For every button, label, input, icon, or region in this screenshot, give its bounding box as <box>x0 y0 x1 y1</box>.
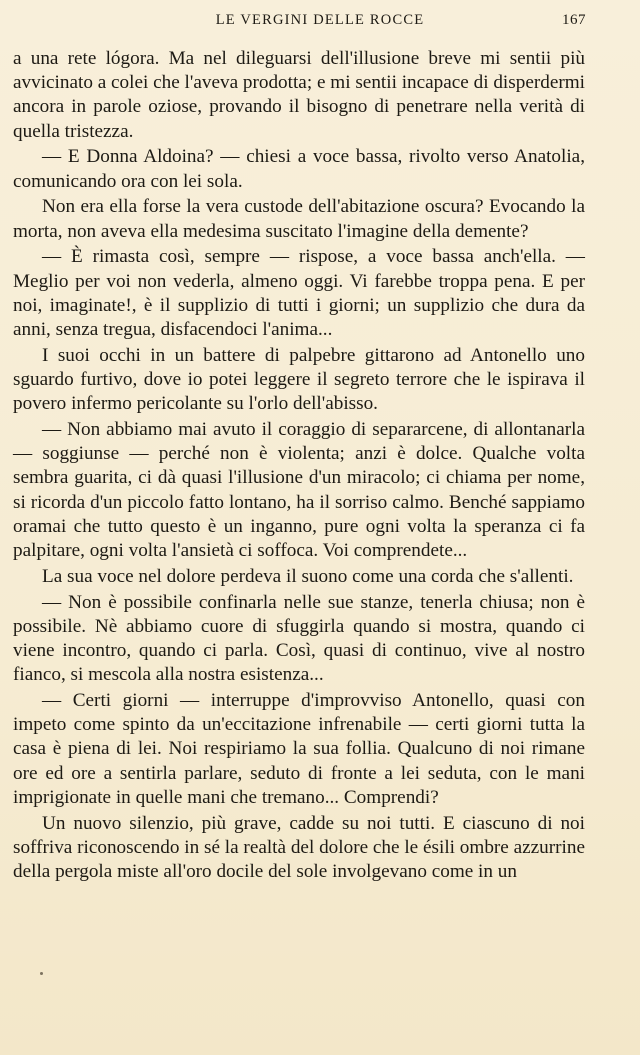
paragraph-3: Non era ella forse la vera custode dell'abitazione oscura? Evocando la morta, non aveva ella medesima suscitato l'imagine della demente? <box>13 196 585 242</box>
running-head <box>0 12 640 36</box>
paragraph-9: — Certi giorni — interruppe d'improvviso Antonello, quasi con impeto come spinto da un'eccitazione infrenabile — certi giorni tutta la casa è piena di lei. Noi respiriamo la sua follia. Qualcuno di noi rimane ore ed ore a sentirla parlare, seduto di fronte a lei seduta, con le mani imprigionate in quelle mani che tremano... Comprendi? <box>13 690 585 808</box>
paragraph-4: — È rimasta così, sempre — rispose, a voce bassa anch'ella. — Meglio per voi non vederla, almeno oggi. Vi farebbe troppa pena. E per noi, imaginate!, è il supplizio di tutti i giorni; un supplizio che dura da anni, senza tregua, disfacendoci l'anima... <box>13 246 585 341</box>
paragraph-1: a una rete lógora. Ma nel dileguarsi dell'illusione breve mi sentii più avvicinato a colei che l'aveva prodotta; e mi sentii incapace di disperdermi ancora in parole oziose, provando il bisogno di penetrare nella verità di quella tristezza. <box>13 48 585 142</box>
running-title: LE VERGINI DELLE ROCCE <box>215 12 425 28</box>
page-number: 167 <box>562 12 586 28</box>
paragraph-8: — Non è possibile confinarla nelle sue stanze, tenerla chiusa; non è possibile. Nè abbiamo cuore di sfuggirla quando si mostra, quando ci viene incontro, quando ci parla. Così, quasi di continuo, vive al nostro fianco, si mescola alla nostra esistenza... <box>13 591 585 686</box>
paragraph-5: I suoi occhi in un battere di palpebre gittarono ad Antonello uno sguardo furtivo, dove io potei leggere il segreto terrore che le ispirava il povero infermo pericolante su l'orlo dell'abisso. <box>13 344 585 415</box>
body-text <box>13 47 585 886</box>
page-speck <box>40 972 43 975</box>
paragraph-6: — Non abbiamo mai avuto il coraggio di separarcene, di allontanarla — soggiunse — perché non è violenta; anzi è dolce. Qualche volta sembra guarita, ci dà quasi l'illusione d'un miracolo; ci chiama per nome, si ricorda d'un piccolo fatto lontano, ha il sorriso calmo. Benché sappiamo oramai che tutto questo è un inganno, pure ogni volta la speranza ci fa palpitare, ogni volta l'ansietà ci soffoca. Voi comprendete... <box>13 419 585 562</box>
paragraph-7: La sua voce nel dolore perdeva il suono come una corda che s'allenti. <box>42 565 574 587</box>
paragraph-2: — E Donna Aldoina? — chiesi a voce bassa, rivolto verso Anatolia, comunicando ora con lei sola. <box>13 146 585 192</box>
paragraph-10: Un nuovo silenzio, più grave, cadde su noi tutti. E ciascuno di noi soffriva riconoscendo in sé la realtà del dolore che le ésili ombre azzurrine della pergola miste all'oro docile del sole involgevano come in un <box>13 812 585 883</box>
